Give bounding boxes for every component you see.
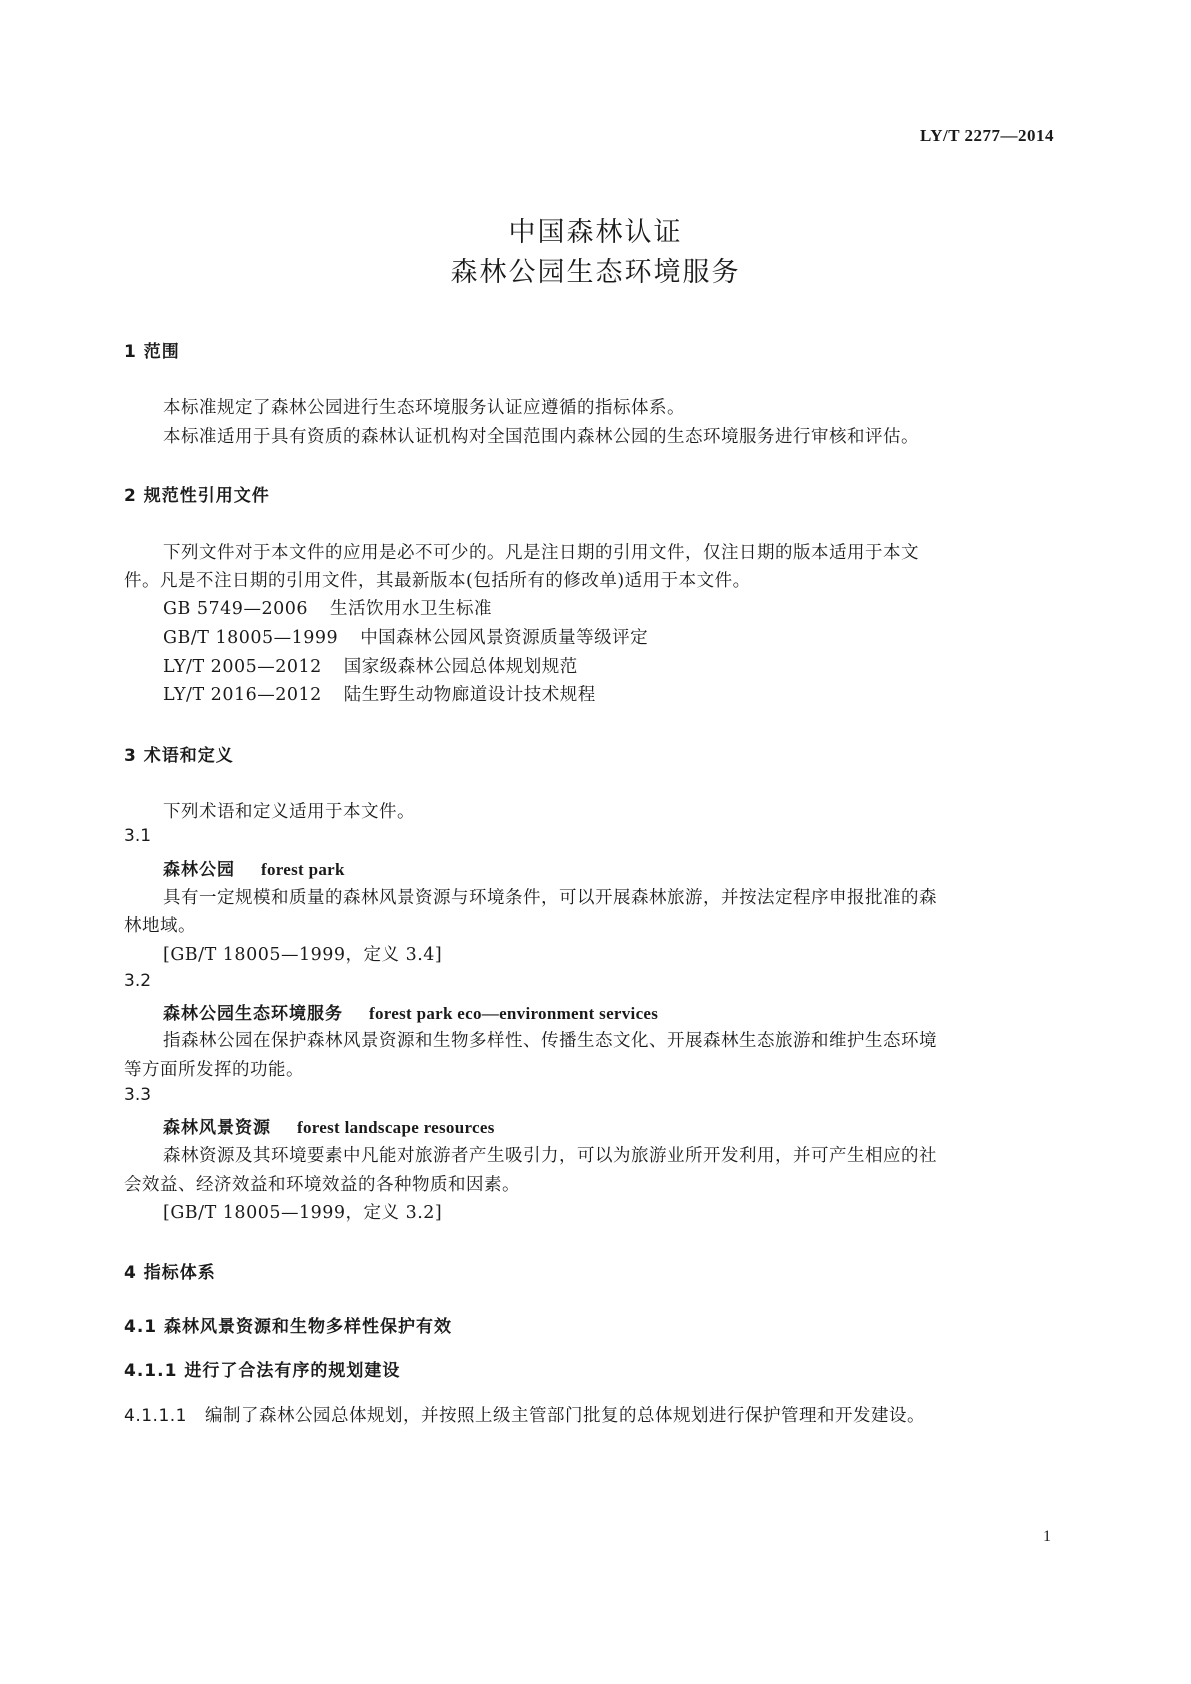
reference-item xyxy=(163,624,648,649)
term-en: forest landscape resources xyxy=(297,1118,495,1137)
term-definition: 林地域。 xyxy=(124,916,196,936)
section-2-heading: 2 规范性引用文件 xyxy=(124,486,270,506)
reference-code: LY/T 2016—2012 xyxy=(163,685,322,705)
term-definition: 具有一定规模和质量的森林风景资源与环境条件，可以开展森林旅游，并按法定程序申报批准的森 xyxy=(163,888,937,908)
section-4-heading: 4 指标体系 xyxy=(124,1263,216,1283)
term-title xyxy=(163,999,658,1024)
section-2-paragraph: 下列文件对于本文件的应用是必不可少的。凡是注日期的引用文件，仅注日期的版本适用于本文 xyxy=(163,543,919,563)
reference-code: GB/T 18005—1999 xyxy=(163,628,339,648)
page-number: 1 xyxy=(1043,1528,1051,1545)
standard-number: LY/T 2277—2014 xyxy=(919,126,1054,145)
section-4-1-heading: 4.1 森林风景资源和生物多样性保护有效 xyxy=(124,1317,453,1337)
page-title-line1: 中国森林认证 xyxy=(508,217,683,248)
reference-item xyxy=(163,681,596,706)
term-source: [GB/T 18005—1999，定义 3.2] xyxy=(163,1203,443,1223)
term-en: forest park eco—environment services xyxy=(369,1004,659,1023)
reference-item xyxy=(163,595,492,620)
reference-code: GB 5749—2006 xyxy=(163,599,308,619)
term-definition: 会效益、经济效益和环境效益的各种物质和因素。 xyxy=(124,1175,520,1195)
reference-title: 陆生野生动物廊道设计技术规程 xyxy=(343,685,596,705)
clause-4-1-1-1 xyxy=(124,1402,925,1427)
term-zh: 森林公园生态环境服务 xyxy=(163,1004,343,1024)
page-title-line2: 森林公园生态环境服务 xyxy=(450,257,741,288)
section-2-paragraph: 件。凡是不注日期的引用文件，其最新版本(包括所有的修改单)适用于本文件。 xyxy=(124,571,751,591)
reference-title: 国家级森林公园总体规划规范 xyxy=(343,657,578,677)
term-title xyxy=(163,855,345,880)
section-1-paragraph: 本标准规定了森林公园进行生态环境服务认证应遵循的指标体系。 xyxy=(163,398,685,418)
term-title xyxy=(163,1113,495,1138)
section-1-heading: 1 范围 xyxy=(124,342,180,362)
reference-item xyxy=(163,653,578,678)
term-zh: 森林风景资源 xyxy=(163,1118,271,1138)
term-definition: 森林资源及其环境要素中凡能对旅游者产生吸引力，可以为旅游业所开发利用，并可产生相应的社 xyxy=(163,1146,937,1166)
clause-number: 4.1.1.1 xyxy=(124,1406,187,1426)
reference-title: 中国森林公园风景资源质量等级评定 xyxy=(360,628,649,648)
section-4-1-1-heading: 4.1.1 进行了合法有序的规划建设 xyxy=(124,1361,401,1381)
term-source: [GB/T 18005—1999，定义 3.4] xyxy=(163,945,443,965)
term-zh: 森林公园 xyxy=(163,860,235,880)
term-definition: 指森林公园在保护森林风景资源和生物多样性、传播生态文化、开展森林生态旅游和维护生态环境 xyxy=(163,1031,937,1051)
term-en: forest park xyxy=(261,860,345,879)
reference-code: LY/T 2005—2012 xyxy=(163,657,322,677)
section-1-paragraph: 本标准适用于具有资质的森林认证机构对全国范围内森林公园的生态环境服务进行审核和评估。 xyxy=(163,427,919,447)
clause-text: 编制了森林公园总体规划，并按照上级主管部门批复的总体规划进行保护管理和开发建设。 xyxy=(204,1406,925,1426)
reference-title: 生活饮用水卫生标准 xyxy=(329,599,492,619)
term-number: 3.1 xyxy=(124,826,152,846)
section-3-heading: 3 术语和定义 xyxy=(124,746,234,766)
term-definition: 等方面所发挥的功能。 xyxy=(124,1060,304,1080)
term-number: 3.3 xyxy=(124,1085,152,1105)
term-number: 3.2 xyxy=(124,971,152,991)
section-3-intro: 下列术语和定义适用于本文件。 xyxy=(163,802,415,822)
